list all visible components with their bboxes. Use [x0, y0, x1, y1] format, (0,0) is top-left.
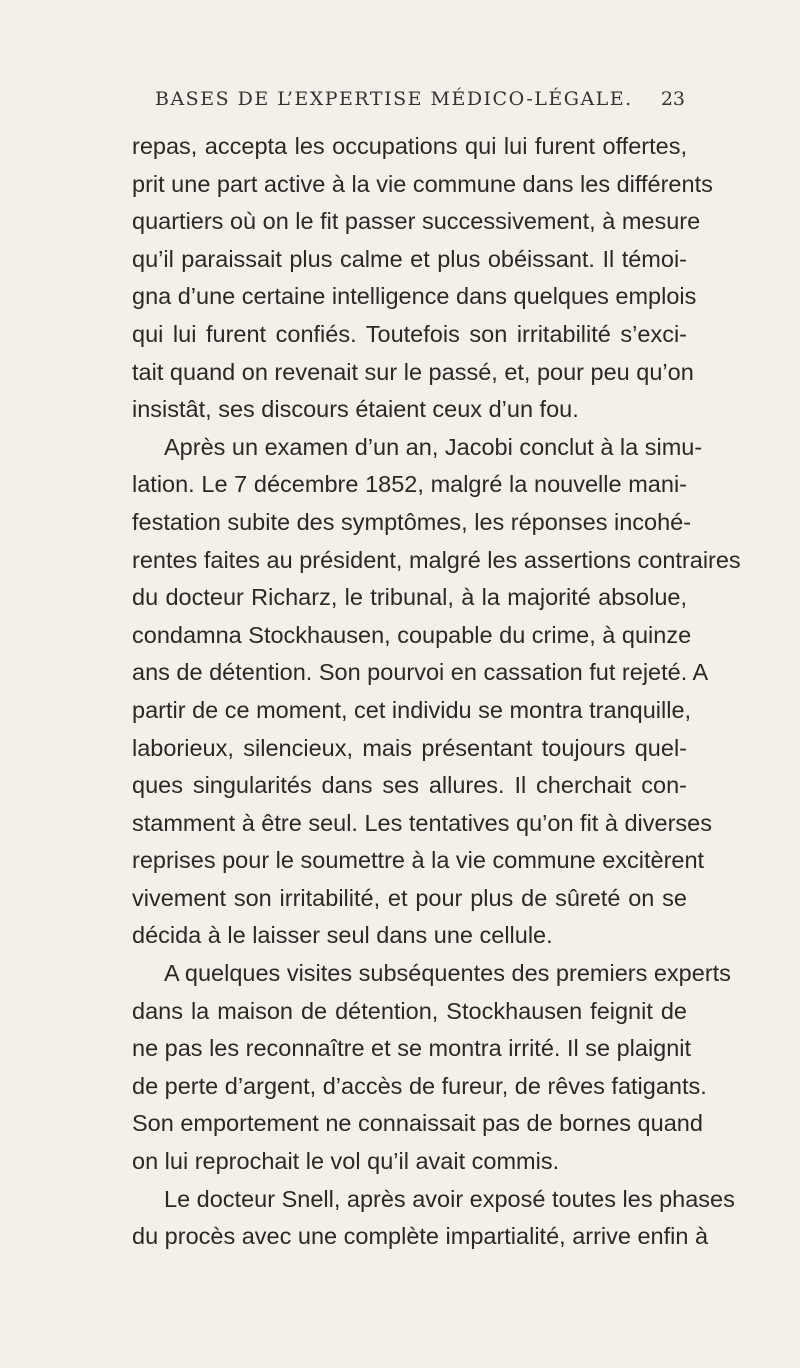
text-line: partir de ce moment, cet individu se montra tranquille, — [132, 696, 692, 723]
text-line: dans la maison de détention, Stockhausen feignit de — [132, 997, 687, 1024]
text-line: de perte d’argent, d’accès de fureur, de rêves fatigants. — [132, 1072, 707, 1099]
text-line: gna d’une certaine intelligence dans quelques emplois — [132, 283, 697, 310]
text-line: qu’il paraissait plus calme et plus obéissant. Il témoi- — [132, 245, 687, 272]
text-line: on lui reprochait le vol qu’il avait commis. — [132, 1148, 560, 1175]
text-line: du docteur Richarz, le tribunal, à la majorité absolue, — [132, 584, 687, 611]
text-line: décida à le laisser seul dans une cellule. — [132, 922, 553, 949]
text-line: ques singularités dans ses allures. Il cherchait con- — [132, 772, 687, 799]
running-title: BASES DE L’EXPERTISE MÉDICO-LÉGALE. — [155, 88, 633, 110]
text-line: A quelques visites subséquentes des premiers experts — [164, 960, 731, 987]
text-line: reprises pour le soumettre à la vie commune excitèrent — [132, 847, 705, 874]
body-text — [132, 128, 741, 1256]
text-line: insistât, ses discours étaient ceux d’un fou. — [132, 396, 579, 423]
text-line: rentes faites au président, malgré les assertions contraires — [132, 546, 741, 573]
text-line: ne pas les reconnaître et se montra irrité. Il se plaignit — [132, 1035, 692, 1062]
text-line: quartiers où on le fit passer successivement, à mesure — [132, 208, 701, 235]
text-line: vivement son irritabilité, et pour plus de sûreté on se — [132, 884, 687, 911]
text-line: condamna Stockhausen, coupable du crime, à quinze — [132, 621, 692, 648]
text-line: repas, accepta les occupations qui lui furent offertes, — [132, 133, 687, 159]
text-line: lation. Le 7 décembre 1852, malgré la nouvelle mani- — [132, 471, 687, 498]
text-line: festation subite des symptômes, les réponses incohé- — [132, 508, 692, 535]
page-number: 23 — [660, 88, 685, 110]
text-line: stamment à être seul. Les tentatives qu’on fit à diverses — [132, 809, 712, 836]
text-line: Son emportement ne connaissait pas de bornes quand — [132, 1110, 703, 1137]
text-line: tait quand on revenait sur le passé, et, pour peu qu’on — [132, 358, 694, 385]
text-line: Après un examen d’un an, Jacobi conclut à la simu- — [164, 433, 703, 460]
text-line: Le docteur Snell, après avoir exposé toutes les phases — [164, 1185, 735, 1212]
text-line: qui lui furent confiés. Toutefois son irritabilité s’exci- — [132, 320, 687, 347]
text-line: laborieux, silencieux, mais présentant toujours quel- — [132, 734, 687, 761]
text-line: du procès avec une complète impartialité, arrive enfin à — [132, 1223, 709, 1250]
text-line: prit une part active à la vie commune dans les différents — [132, 170, 713, 197]
text-line: ans de détention. Son pourvoi en cassation fut rejeté. A — [132, 659, 709, 686]
running-head — [155, 88, 685, 118]
